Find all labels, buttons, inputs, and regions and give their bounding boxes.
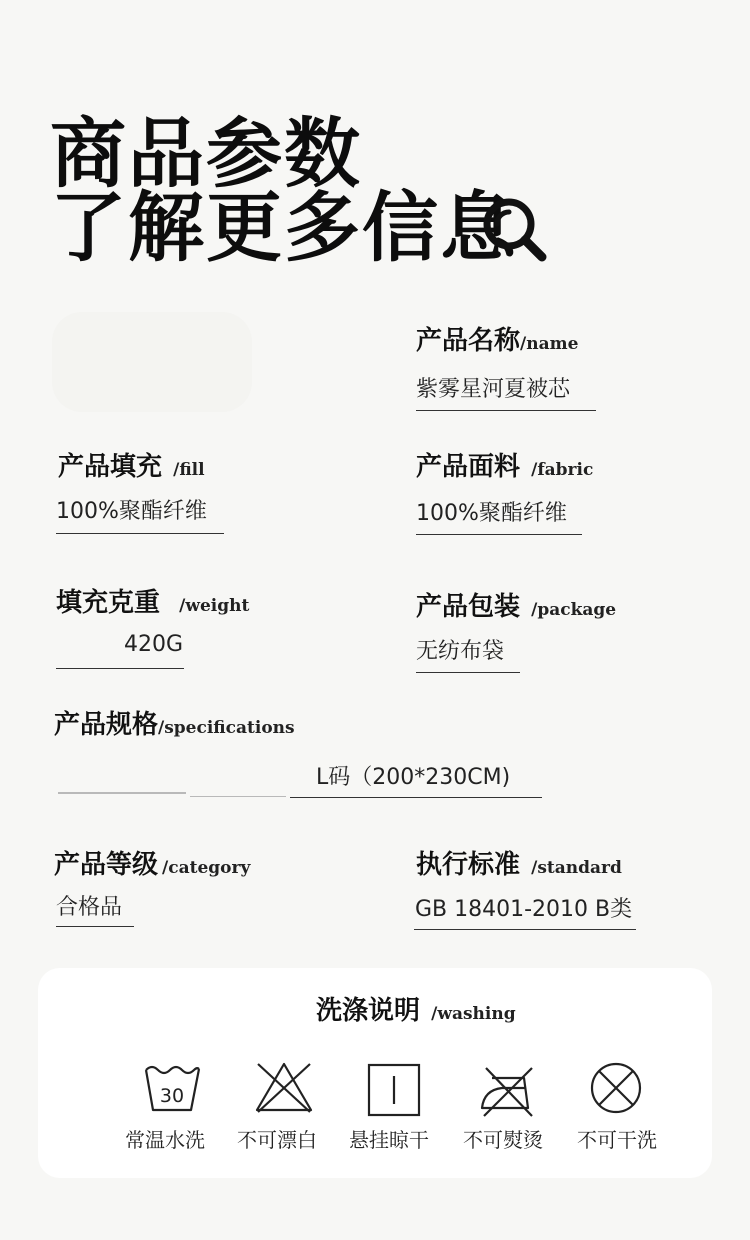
- field-label-en: /standard: [531, 858, 622, 878]
- wash-temp-badge: 30: [159, 1085, 185, 1107]
- no-dryclean-icon: [586, 1060, 646, 1116]
- field-label: 产品包装: [416, 592, 521, 622]
- name-field: [416, 320, 578, 357]
- field-label: 产品填充: [58, 452, 163, 482]
- spec-faded-line: [58, 792, 186, 794]
- no-iron-icon: [476, 1064, 536, 1120]
- spec-faded-line: [190, 796, 286, 797]
- field-label-en: /fabric: [531, 460, 594, 480]
- fabric-value: 100%聚酯纤维: [416, 501, 567, 526]
- field-label-en: /name: [520, 334, 579, 354]
- spec-field: [54, 704, 295, 741]
- no-bleach-icon: [254, 1060, 314, 1116]
- fabric-field: [416, 446, 593, 483]
- package-underline: [416, 672, 520, 673]
- washing-title-zh: 洗涤说明: [316, 996, 421, 1026]
- fill-underline: [56, 533, 224, 534]
- field-label-en: /fill: [173, 460, 205, 480]
- field-label: 产品规格: [54, 710, 159, 740]
- page-title-line-1: 商品参数: [50, 109, 362, 198]
- category-underline: [56, 926, 134, 927]
- wash-30-icon: [142, 1062, 202, 1118]
- washing-title-en: /washing: [431, 1004, 516, 1024]
- faded-area: [52, 312, 252, 412]
- fill-value: 100%聚酯纤维: [56, 499, 207, 524]
- standard-field: [416, 844, 622, 881]
- name-underline: [416, 410, 596, 411]
- wash-label: 不可干洗: [577, 1128, 657, 1152]
- hang-dry-icon: [364, 1062, 424, 1118]
- field-label-en: /package: [531, 600, 617, 620]
- package-field: [416, 586, 616, 623]
- wash-label: 不可熨烫: [463, 1128, 543, 1152]
- search-icon: [478, 193, 550, 265]
- field-label-en: /specifications: [158, 718, 295, 738]
- standard-value: GB 18401-2010 B类: [415, 897, 633, 922]
- fabric-underline: [416, 534, 582, 535]
- weight-field: [56, 582, 249, 619]
- field-label: 执行标准: [416, 850, 521, 880]
- spec-underline: [290, 797, 542, 798]
- fill-field: [58, 446, 205, 483]
- wash-label: 悬挂晾干: [349, 1128, 429, 1152]
- weight-underline: [56, 668, 184, 669]
- package-value: 无纺布袋: [416, 639, 505, 664]
- wash-label: 常温水洗: [125, 1128, 205, 1152]
- field-label: 产品面料: [416, 452, 521, 482]
- field-label: 产品名称: [416, 326, 521, 356]
- name-value: 紫雾星河夏被芯: [416, 377, 571, 402]
- category-field: [54, 844, 250, 881]
- weight-value: 420G: [124, 632, 184, 657]
- category-value: 合格品: [56, 895, 123, 920]
- washing-title: [316, 990, 516, 1027]
- wash-label: 不可漂白: [237, 1128, 317, 1152]
- spec-value: L码（200*230CM): [316, 765, 511, 790]
- page-title-line-2: 了解更多信息: [50, 183, 518, 272]
- standard-underline: [414, 929, 636, 930]
- field-label: 产品等级: [54, 850, 159, 880]
- field-label: 填充克重: [56, 588, 161, 618]
- field-label-en: /weight: [179, 596, 250, 616]
- field-label-en: /category: [162, 858, 251, 878]
